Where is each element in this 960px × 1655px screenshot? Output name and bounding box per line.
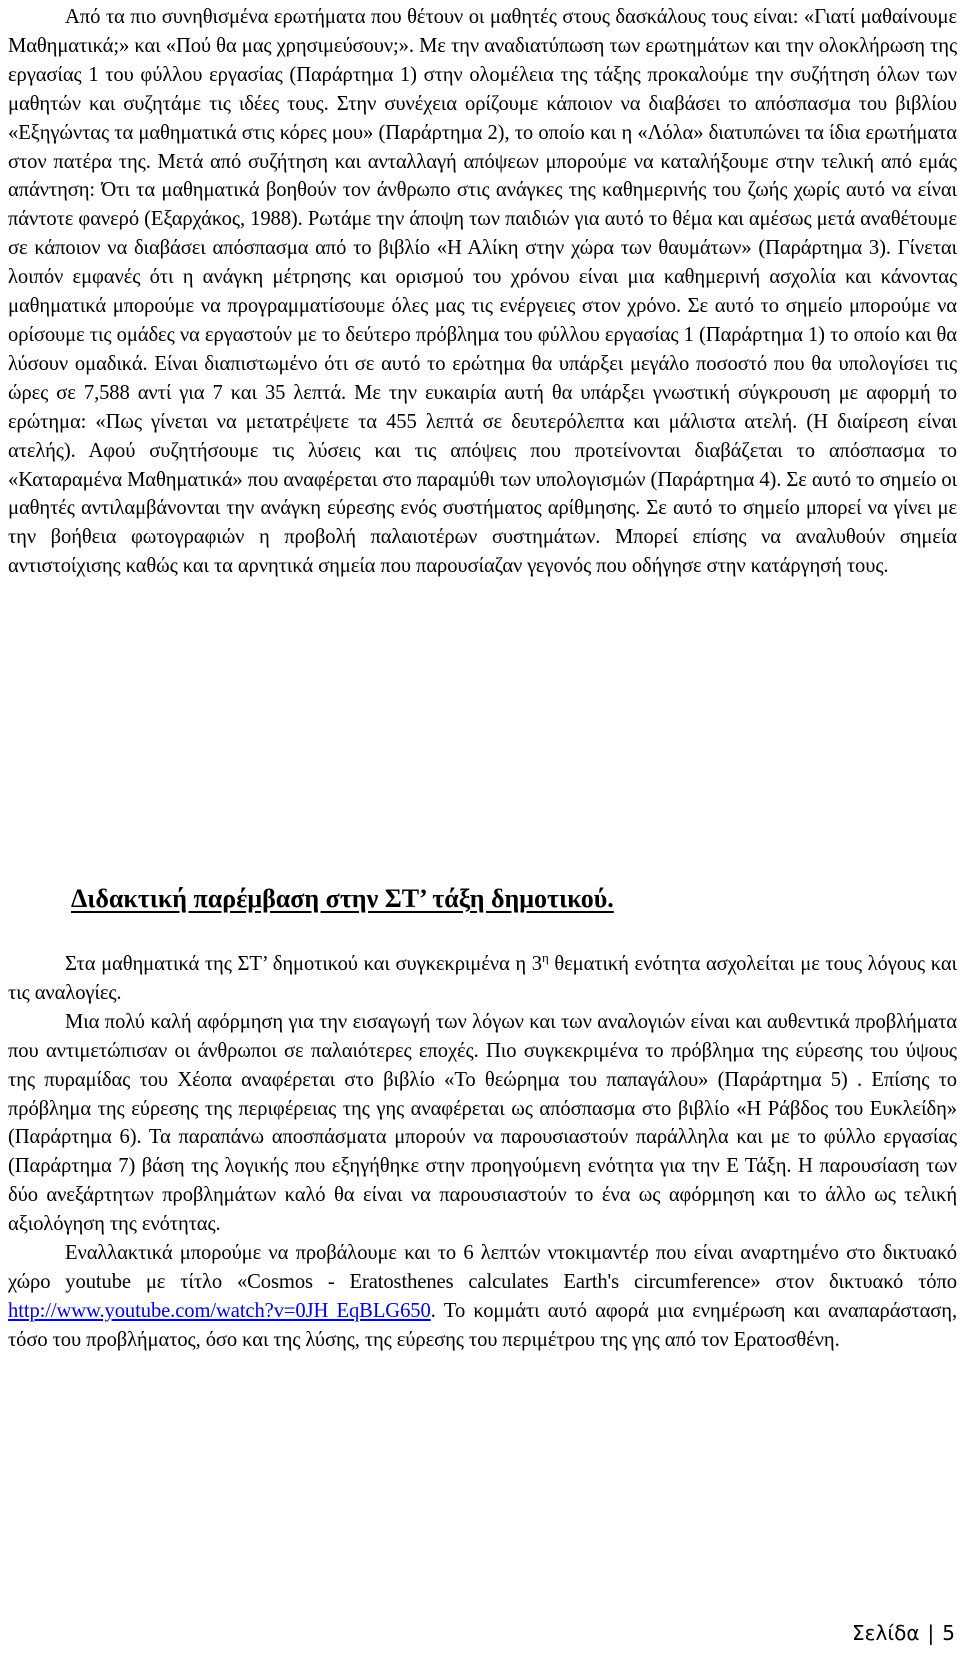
section-heading: Διδακτική παρέμβαση στην ΣΤ’ τάξη δημοτικού. <box>71 884 614 913</box>
ordinal-superscript: η <box>541 950 549 966</box>
paragraph-text: Στα μαθηματικά της ΣΤ’ δημοτικού και συγκεκριμένα η 3 <box>65 953 542 975</box>
paragraph-text: θεματική ενότητα ασχολείται με τους λόγους και τις αναλογίες. <box>8 953 957 1004</box>
intervention-paragraph-3 <box>8 1239 957 1355</box>
page-footer <box>852 1620 955 1646</box>
intro-paragraph: Από τα πιο συνηθισμένα ερωτήματα που θέτουν οι μαθητές στους δασκάλους τους είναι: «Γιατί μαθαίνουμε Μαθηματικά;» και «Πού θα μας χρησιμεύσουν;». Με την αναδιατύπωση των ερωτημάτων και την ολοκλήρωση της εργασίας 1 του φύλλου εργασίας (Παράρτημα 1) στην ολομέλεια της τάξης προκαλούμε την συζήτηση όλων των μαθητών και συζητάμε τις ιδέες τους. Στην συνέχεια ορίζουμε κάποιον να διαβάσει το απόσπασμα του βιβλίου «Εξηγώντας τα μαθηματικά στις κόρες μου» (Παράρτημα 2), το οποίο και η «Λόλα» διατυπώνει τα ίδια ερωτήματα στον πατέρα της. Μετά από συζήτηση και ανταλλαγή απόψεων μπορούμε να καταλήξουμε στην τελική από εμάς απάντηση: Ότι τα μαθηματικά βοηθούν τον άνθρωπο στις ανάγκες της καθημερινής του ζωής χωρίς αυτό να είναι πάντοτε φανερό (Εξαρχάκος, 1988). Ρωτάμε την άποψη των παιδιών για αυτό το θέμα και αμέσως μετά αναθέτουμε σε κάποιον να διαβάσει απόσπασμα από το βιβλίο «Η Αλίκη στην χώρα των θαυμάτων» (Παράρτημα 3). Γίνεται λοιπόν εμφανές ότι η ανάγκη μέτρησης και ορισμού του χρόνου είναι μια καθημερινή ασχολία και κάνοντας μαθηματικά μπορούμε να προγραμματίσουμε όλες μας τις ενέργειες στον χρόνο. Σε αυτό το σημείο μπορούμε να ορίσουμε τις ομάδες να εργαστούν με το δεύτερο πρόβλημα του φύλλου εργασίας 1 (Παράρτημα 1) το οποίο και θα λύσουν ομαδικά. Είναι διαπιστωμένο ότι σε αυτό το ερώτημα θα υπάρξει μεγάλο ποσοστό που θα υπολογίσει τις ώρες σε 7,588 αντί για 7 και 35 λεπτά. Με την ευκαιρία αυτή θα υπάρξει γνωστική σύγκρουση με αφορμή το ερώτημα: «Πως γίνεται να μετατρέψετε τα 455 λεπτά σε δευτερόλεπτα και μάλιστα ατελή. (Η διαίρεση είναι ατελής). Αφού συζητήσουμε τις λύσεις και τις απόψεις που προτείνονται διαβάζεται το απόσπασμα το «Καταραμένα Μαθηματικά» που αναφέρεται στο παραμύθι των υπολογισμών (Παράρτημα 4). Σε αυτό το σημείο οι μαθητές αντιλαμβάνονται την ανάγκη εύρεσης ενός συστήματος αρίθμησης. Σε αυτό το σημείο μπορεί να γίνει με την βοήθεια φωτογραφιών η προβολή παλαιοτέρων συστημάτων. Μπορεί επίσης να αναλυθούν σημεία αντιστοίχισης καθώς και τα αρνητικά σημεία που παρουσίαζαν γεγονός που οδήγησε στην κατάργησή τους. <box>8 6 957 578</box>
footer-separator: | <box>927 1621 935 1645</box>
page-label: Σελίδα <box>852 1621 920 1645</box>
page-number: 5 <box>942 1621 955 1645</box>
paragraph-text: Εναλλακτικά μπορούμε να προβάλουμε και το 6 λεπτών ντοκιμαντέρ που είναι αναρτημένο στο δικτυακό χώρο youtube με τίτλο «Cosmos - Eratosthenes calculates Earth's circumference» στον δικτυακό τόπο <box>8 1242 957 1293</box>
youtube-link[interactable]: http://www.youtube.com/watch?v=0JH EqBLG650 <box>8 1299 431 1322</box>
paragraph-text: . Το κομμάτι αυτό αφορά μια ενημέρωση και αναπαράσταση, τόσο του προβλήματος, όσο και της λύσης, της εύρεσης του περιμέτρου της γης από τον Ερατοσθένη. <box>8 1299 958 1351</box>
intervention-paragraph-1 <box>8 950 957 1008</box>
intro-section <box>8 3 957 581</box>
intervention-paragraph-2: Μια πολύ καλή αφόρμηση για την εισαγωγή των λόγων και των αναλογιών είναι και αυθεντικά προβλήματα που αντιμετώπισαν οι άνθρωποι σε παλαιότερες εποχές. Πιο συγκεκριμένα το πρόβλημα της εύρεσης του ύψους της πυραμίδας του Χέοπα αναφέρεται στο βιβλίο «Το θεώρημα του παπαγάλου» (Παράρτημα 5) . Επίσης το πρόβλημα της εύρεσης της περιφέρειας της γης αναφέρεται ως απόσπασμα στο βιβλίο «Η Ράβδος του Ευκλείδη» (Παράρτημα 6). Τα παραπάνω αποσπάσματα μπορούν να παρουσιαστούν παράλληλα και με το φύλλο εργασίας (Παράρτημα 7) βάση της λογικής που εξηγήθηκε στην προηγούμενη ενότητα για την Ε Τάξη. Η παρουσίαση των δύο ανεξάρτητων προβλημάτων καλό θα είναι να παρουσιαστούν το ένα ως αφόρμηση και το άλλο ως τελική αξιολόγηση της ενότητας. <box>8 1010 957 1236</box>
intervention-section <box>8 950 957 1355</box>
